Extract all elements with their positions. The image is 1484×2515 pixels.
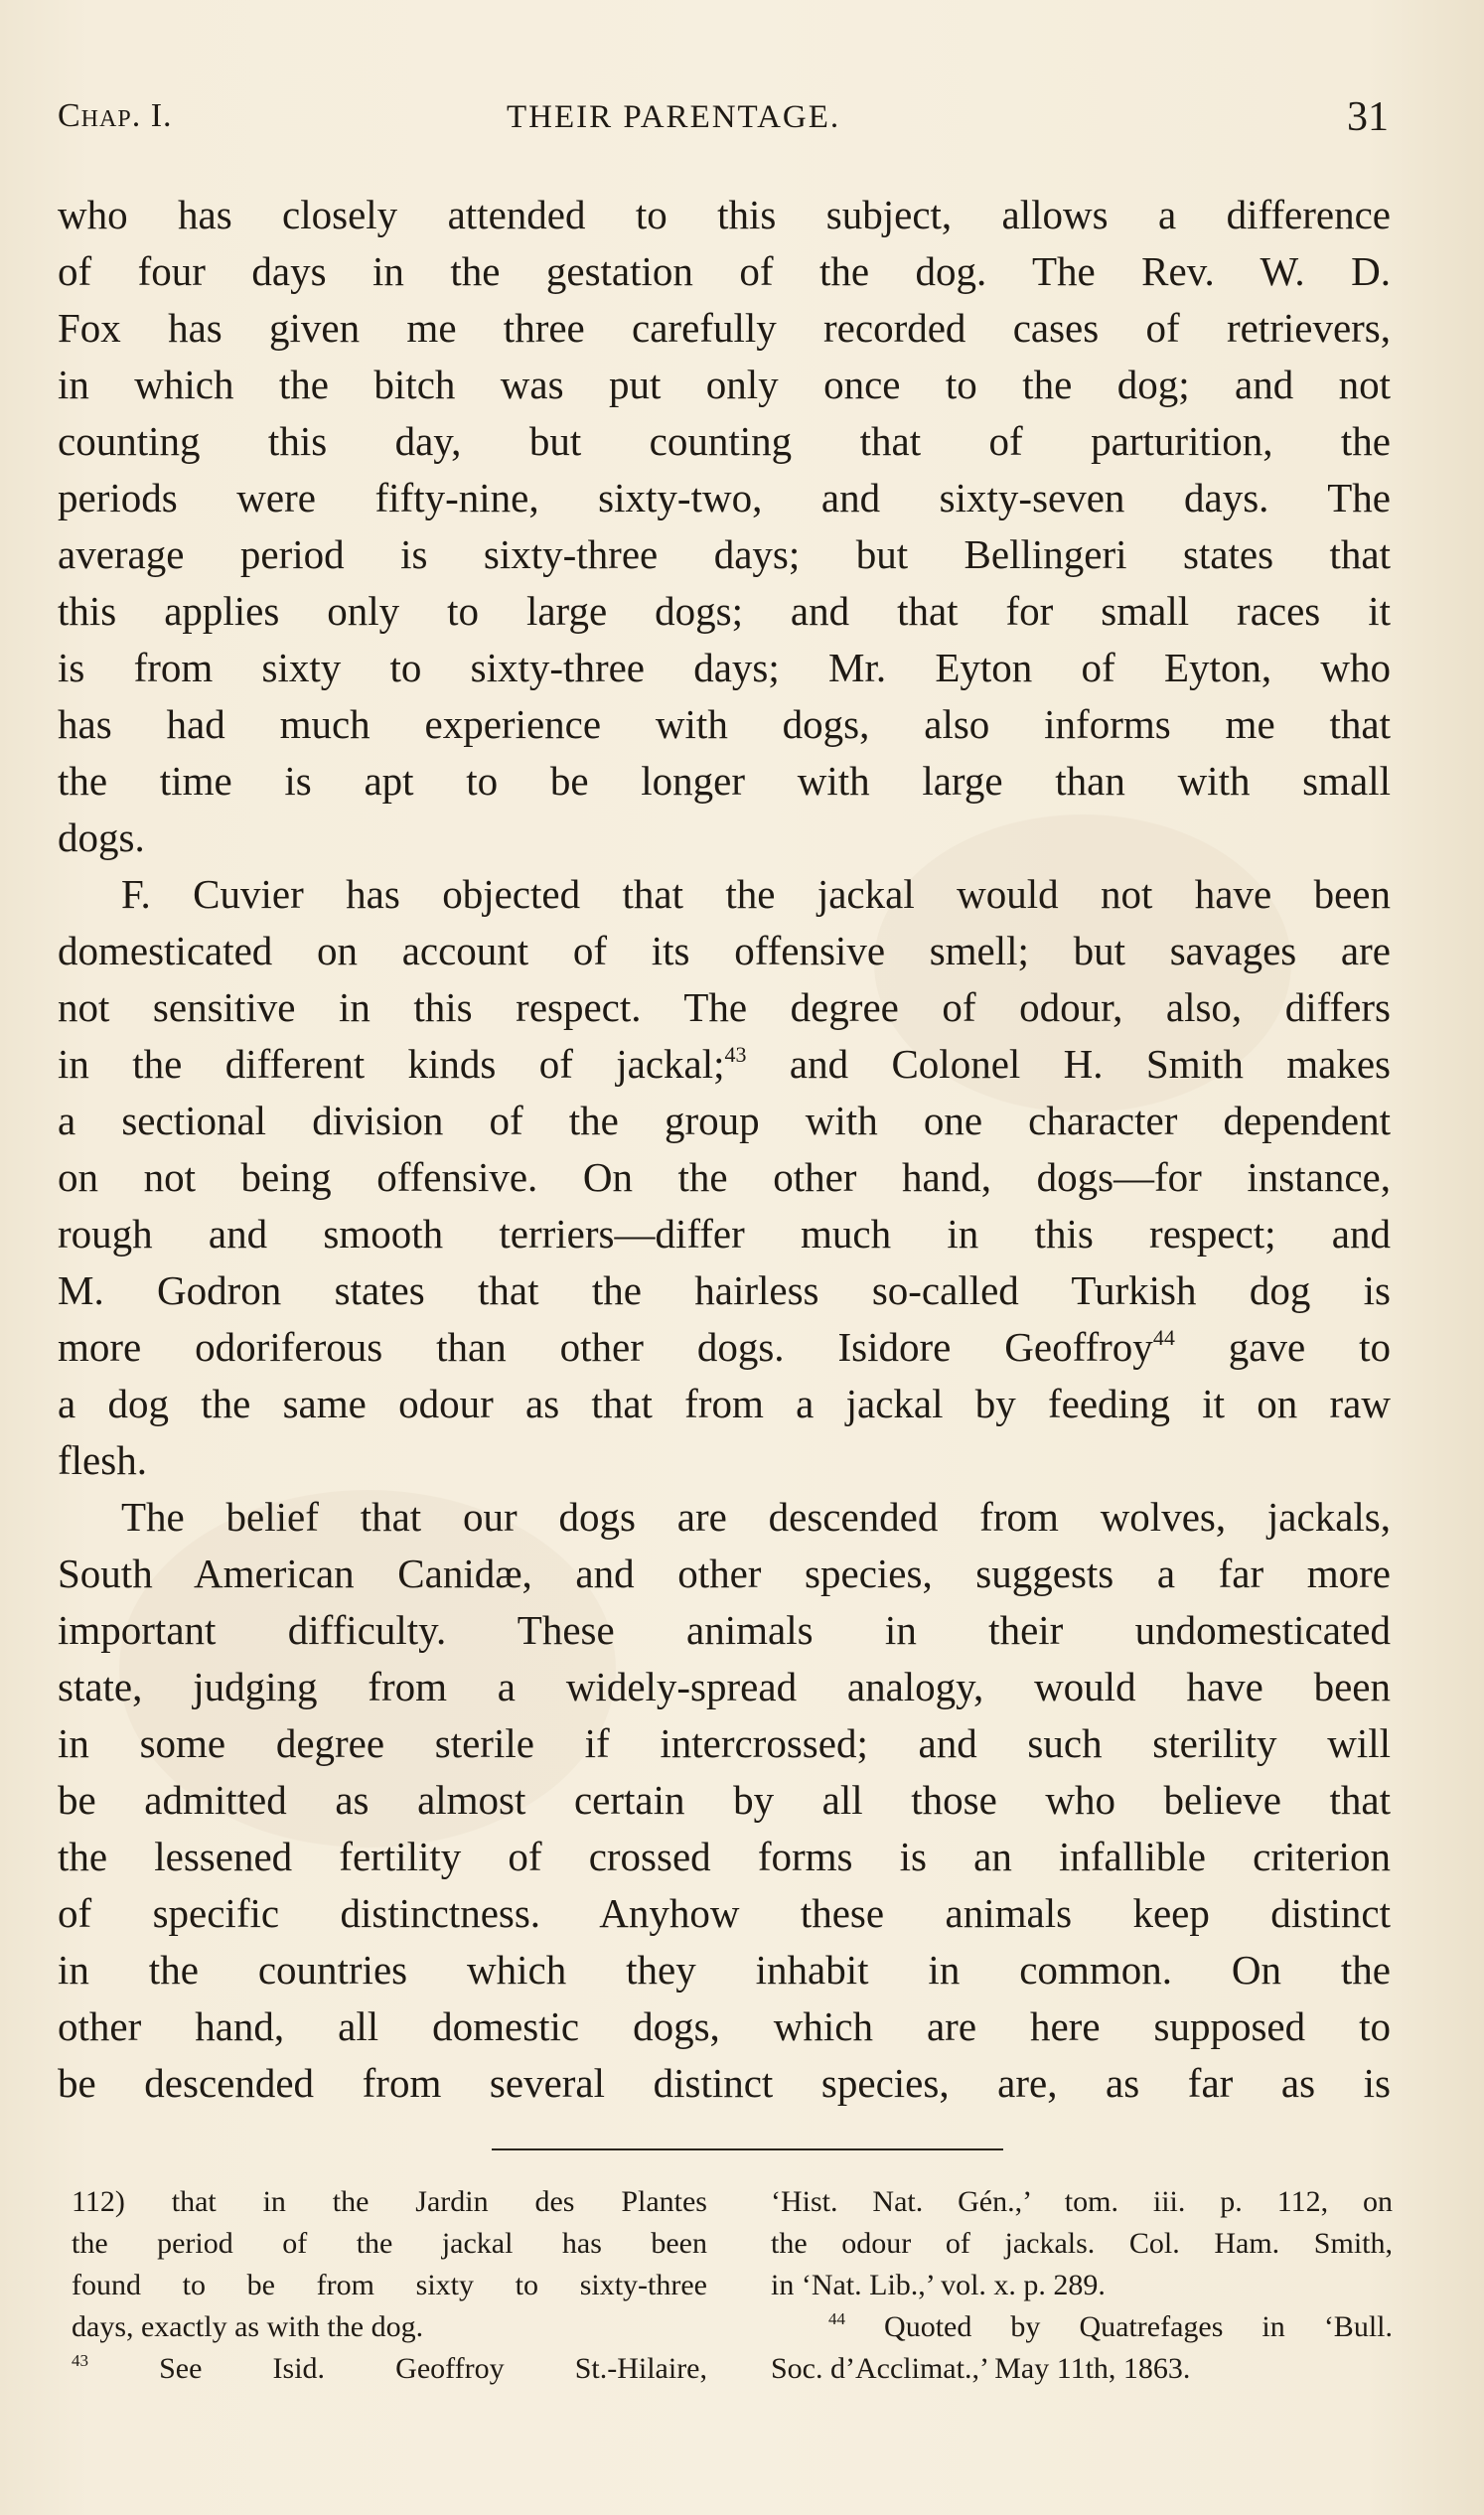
running-title: THEIR PARENTAGE.	[507, 99, 841, 135]
body-text	[58, 187, 1391, 2112]
line-text: in the different kinds of jackal;	[58, 1041, 725, 1087]
text-line	[58, 1376, 1391, 1432]
text-line	[58, 243, 1391, 300]
line-text: the time is apt to be longer with large than with small	[58, 758, 1391, 804]
line-text: dogs.	[58, 814, 145, 860]
footnote-line	[72, 2223, 707, 2265]
text-line	[58, 923, 1391, 979]
text-line	[58, 810, 1391, 866]
line-text: of four days in the gestation of the dog. The Rev. W. D.	[58, 248, 1391, 294]
running-head	[58, 93, 1389, 153]
line-text: flesh.	[58, 1437, 147, 1483]
text-line	[58, 640, 1391, 696]
footnotes-right-column	[771, 2181, 1393, 2390]
text-line	[58, 1885, 1391, 1942]
footnote-line	[72, 2265, 707, 2306]
line-text: on not being offensive. On the other hand, dogs—for instance,	[58, 1154, 1391, 1200]
line-text: days, exactly as with the dog.	[72, 2310, 424, 2343]
text-line	[58, 866, 1391, 923]
line-text: found to be from sixty to sixty-three	[72, 2269, 707, 2301]
chapter-label: Chap. I.	[58, 97, 173, 134]
line-text: periods were fifty-nine, sixty-two, and sixty-seven days. The	[58, 475, 1391, 520]
line-text: The belief that our dogs are descended from wolves, jackals,	[121, 1494, 1391, 1540]
text-line	[58, 526, 1391, 583]
line-text: has had much experience with dogs, also informs me that	[58, 701, 1391, 747]
line-text: ‘Hist. Nat. Gén.,’ tom. iii. p. 112, on	[771, 2185, 1393, 2218]
line-text: is from sixty to sixty-three days; Mr. Eyton of Eyton, who	[58, 645, 1391, 690]
text-line	[58, 470, 1391, 526]
line-text: be admitted as almost certain by all those who believe that	[58, 1777, 1391, 1823]
footnote-marker: 44	[828, 2309, 845, 2328]
text-line	[58, 1998, 1391, 2055]
line-text: South American Canidæ, and other species, suggests a far more	[58, 1551, 1391, 1596]
line-text: important difficulty. These animals in their undomesticated	[58, 1607, 1391, 1653]
text-line	[58, 1942, 1391, 1998]
text-line	[58, 187, 1391, 243]
text-line	[58, 1659, 1391, 1715]
text-line	[58, 300, 1391, 357]
text-line	[58, 1036, 1391, 1093]
line-text: average period is sixty-three days; but Bellingeri states that	[58, 531, 1391, 577]
text-line	[58, 1489, 1391, 1546]
line-text: F. Cuvier has objected that the jackal would not have been	[121, 871, 1391, 917]
line-text-continued: and Colonel H. Smith makes	[746, 1041, 1391, 1087]
text-line	[58, 1149, 1391, 1206]
line-text: 112) that in the Jardin des Plantes	[72, 2185, 707, 2218]
line-text: a dog the same odour as that from a jackal by feeding it on raw	[58, 1381, 1391, 1426]
text-line	[58, 413, 1391, 470]
line-text: the lessened fertility of crossed forms is an infallible criterion	[58, 1834, 1391, 1879]
separator-rule	[492, 2148, 1003, 2150]
footnote-line	[771, 2306, 1393, 2348]
footnotes-left-column	[72, 2181, 707, 2390]
line-text: a sectional division of the group with one character dependent	[58, 1098, 1391, 1143]
line-text: counting this day, but counting that of parturition, the	[58, 418, 1391, 464]
text-line	[58, 583, 1391, 640]
footnote-separator	[492, 2148, 1003, 2151]
footnote-reference: 43	[724, 1042, 747, 1067]
line-text: M. Godron states that the hairless so-called Turkish dog is	[58, 1267, 1391, 1313]
footnote-line	[771, 2181, 1393, 2223]
line-text: the period of the jackal has been	[72, 2227, 707, 2260]
text-line	[58, 1715, 1391, 1772]
footnote-text: See Isid. Geoffroy St.-Hilaire,	[88, 2352, 707, 2385]
line-text: in ‘Nat. Lib.,’ vol. x. p. 289.	[771, 2269, 1106, 2301]
text-line	[58, 1602, 1391, 1659]
footnote-text: Quoted by Quatrefages in ‘Bull.	[845, 2310, 1393, 2343]
footnote-line	[72, 2181, 707, 2223]
text-line	[58, 357, 1391, 413]
footnote-line	[771, 2223, 1393, 2265]
footnote-reference: 44	[1152, 1325, 1175, 1350]
line-text: of specific distinctness. Anyhow these animals keep distinct	[58, 1890, 1391, 1936]
text-line	[58, 1546, 1391, 1602]
line-text: more odoriferous than other dogs. Isidore Geoffroy	[58, 1324, 1153, 1370]
line-text: this applies only to large dogs; and that for small races it	[58, 588, 1391, 634]
line-text: Fox has given me three carefully recorded cases of retrievers,	[58, 305, 1391, 351]
footnote-line	[771, 2348, 1393, 2390]
line-text: who has closely attended to this subject, allows a difference	[58, 192, 1391, 237]
line-text: in the countries which they inhabit in common. On the	[58, 1947, 1391, 1993]
text-line	[58, 979, 1391, 1036]
line-text: state, judging from a widely-spread analogy, would have been	[58, 1664, 1391, 1709]
page-number: 31	[1347, 94, 1389, 140]
line-text: rough and smooth terriers—differ much in this respect; and	[58, 1211, 1391, 1257]
line-text: in some degree sterile if intercrossed; and such sterility will	[58, 1720, 1391, 1766]
line-text: domesticated on account of its offensive smell; but savages are	[58, 928, 1391, 973]
line-text: other hand, all domestic dogs, which are here supposed to	[58, 2003, 1391, 2049]
text-line	[58, 1772, 1391, 1829]
line-text: in which the bitch was put only once to the dog; and not	[58, 362, 1391, 407]
text-line	[58, 753, 1391, 810]
text-line	[58, 696, 1391, 753]
footnote-line	[72, 2348, 707, 2390]
line-text-continued: gave to	[1174, 1324, 1391, 1370]
footnote-line	[771, 2265, 1393, 2306]
text-line	[58, 1829, 1391, 1885]
text-line	[58, 1319, 1391, 1376]
text-line	[58, 2055, 1391, 2112]
line-text: the odour of jackals. Col. Ham. Smith,	[771, 2227, 1393, 2260]
line-text: be descended from several distinct species, are, as far as is	[58, 2060, 1391, 2106]
line-text: Soc. d’Acclimat.,’ May 11th, 1863.	[771, 2352, 1191, 2385]
line-text: not sensitive in this respect. The degree of odour, also, differs	[58, 984, 1391, 1030]
text-line	[58, 1432, 1391, 1489]
footnote-marker: 43	[72, 2351, 88, 2370]
text-line	[58, 1262, 1391, 1319]
footnote-line	[72, 2306, 707, 2348]
text-line	[58, 1093, 1391, 1149]
text-line	[58, 1206, 1391, 1262]
